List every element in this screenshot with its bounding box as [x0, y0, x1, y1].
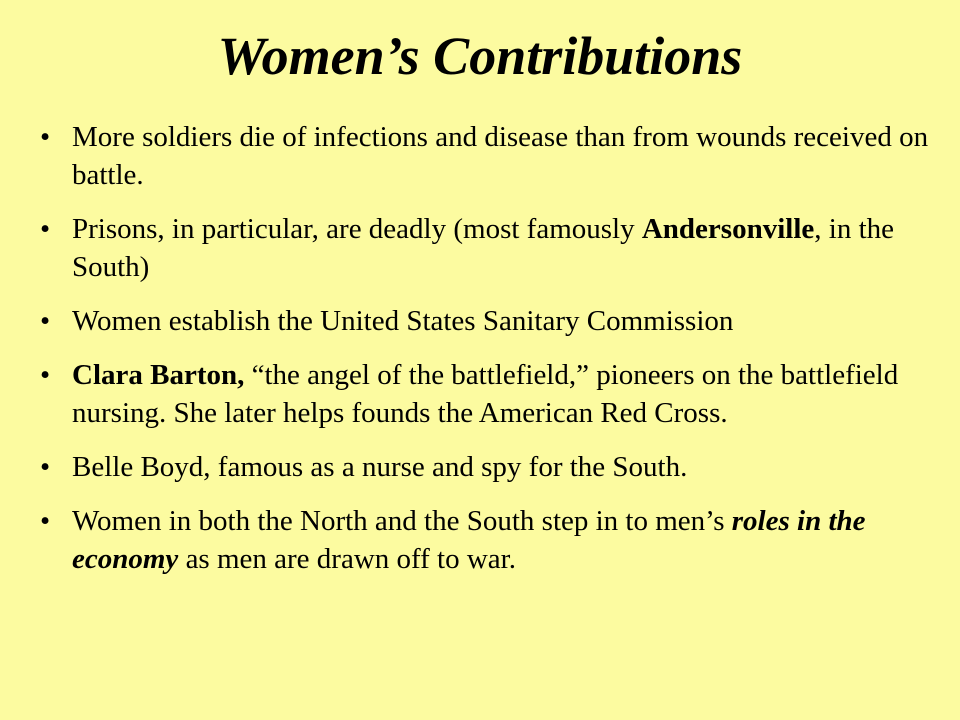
bullet-marker: • — [40, 359, 51, 391]
bullet-text: Women establish the United States Sanitary Commission — [72, 305, 734, 337]
bullet-marker: • — [40, 505, 51, 537]
bullet-item-clara-barton — [40, 356, 930, 432]
bullet-bold-term: Andersonville — [641, 213, 815, 245]
bullet-item-infections — [40, 118, 930, 194]
bullet-text: Belle Boyd, famous as a nurse and spy for the South. — [72, 451, 688, 483]
bullet-list — [40, 118, 930, 594]
bullet-marker: • — [40, 213, 51, 245]
bullet-item-sanitary-commission — [40, 302, 930, 340]
bullet-text-part: Prisons, in particular, are deadly (most famously — [72, 213, 642, 245]
bullet-item-economy-roles — [40, 502, 930, 578]
bullet-marker: • — [40, 305, 51, 337]
bullet-item-prisons — [40, 210, 930, 286]
bullet-text-part: as men are drawn off to war. — [178, 543, 516, 575]
bullet-item-belle-boyd — [40, 448, 930, 486]
bullet-bold-italic-term: roles in the economy — [72, 505, 866, 575]
bullet-text-part: “the angel of the battlefield,” pioneers on the battlefield nursing. She later helps founds the American Red Cross. — [72, 359, 899, 429]
bullet-bold-term: Clara Barton, — [72, 359, 245, 391]
slide-title: Women’s Contributions — [217, 26, 743, 86]
bullet-marker: • — [40, 451, 51, 483]
bullet-text-part: , in the South) — [72, 213, 895, 283]
bullet-text: More soldiers die of infections and disease than from wounds received on battle. — [72, 121, 929, 191]
bullet-text-part: Women in both the North and the South step in to men’s — [72, 505, 732, 537]
bullet-marker: • — [40, 121, 51, 153]
